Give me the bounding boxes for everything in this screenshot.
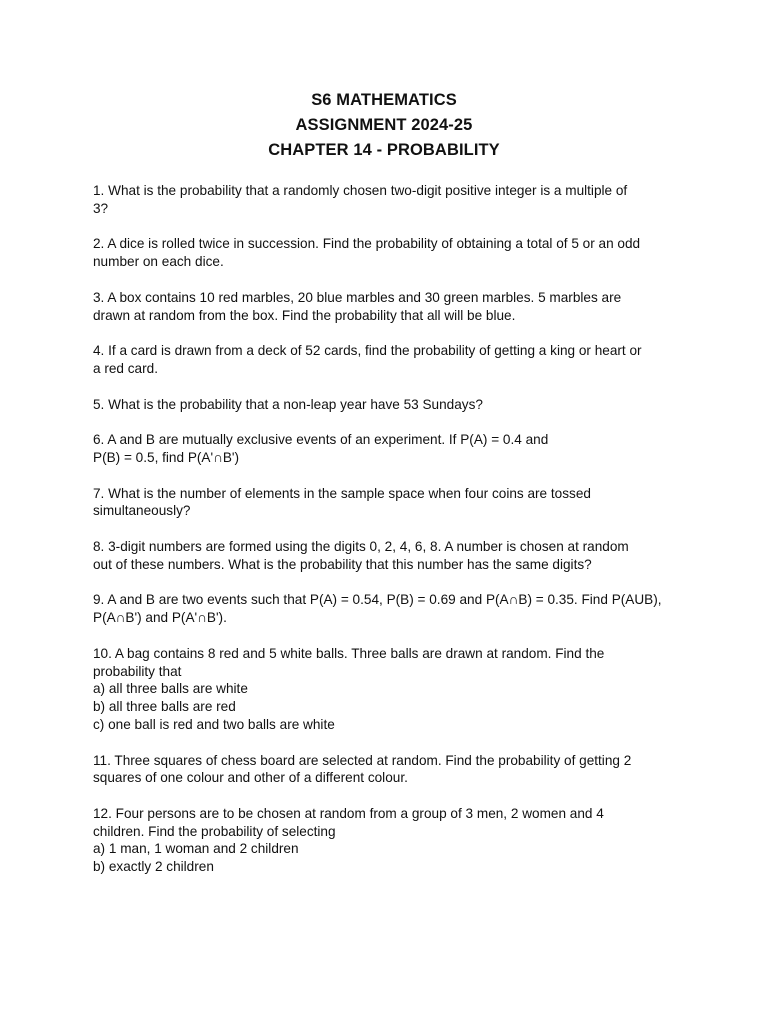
question-item (93, 431, 679, 467)
question-text-line: drawn at random from the box. Find the probability that all will be blue. (93, 307, 516, 323)
question-option: b) all three balls are red (93, 699, 236, 715)
question-option: c) one ball is red and two balls are white (93, 716, 335, 732)
question-text-line: number on each dice. (93, 254, 224, 270)
question-item (93, 591, 679, 627)
question-item (93, 342, 679, 378)
question-item (93, 235, 679, 271)
question-text-line: children. Find the probability of selecting (93, 823, 336, 839)
question-item (93, 538, 679, 574)
chapter-title: CHAPTER 14 - PROBABILITY (268, 141, 500, 159)
question-option: a) 1 man, 1 woman and 2 children (93, 841, 299, 857)
question-text-line: 11. Three squares of chess board are selected at random. Find the probability of getting 2 (93, 752, 632, 768)
question-text-line: 3. A box contains 10 red marbles, 20 blue marbles and 30 green marbles. 5 marbles are (93, 289, 622, 305)
question-text-line: P(A∩B') and P(A'∩B'). (93, 610, 227, 626)
question-text-line: 10. A bag contains 8 red and 5 white balls. Three balls are drawn at random. Find the (93, 645, 605, 661)
question-item (93, 805, 679, 876)
question-text-line: out of these numbers. What is the probability that this number has the same digits? (93, 556, 592, 572)
question-item (93, 752, 679, 788)
question-text-line: 8. 3-digit numbers are formed using the digits 0, 2, 4, 6, 8. A number is chosen at random (93, 538, 629, 554)
question-item (93, 182, 679, 218)
question-text-line: P(B) = 0.5, find P(A'∩B') (93, 449, 240, 465)
question-text-line: 5. What is the probability that a non-leap year have 53 Sundays? (93, 396, 483, 412)
question-text-line: simultaneously? (93, 503, 191, 519)
question-item (93, 485, 679, 521)
question-item (93, 289, 679, 325)
question-text-line: 2. A dice is rolled twice in succession. Find the probability of obtaining a total of 5 or an odd (93, 236, 641, 252)
question-text-line: 3? (93, 200, 109, 216)
question-text-line: 7. What is the number of elements in the sample space when four coins are tossed (93, 485, 591, 501)
question-text-line: probability that (93, 663, 182, 679)
question-text-line: squares of one colour and other of a different colour. (93, 770, 408, 786)
question-text-line: 6. A and B are mutually exclusive events of an experiment. If P(A) = 0.4 and (93, 432, 549, 448)
question-option: a) all three balls are white (93, 681, 248, 697)
question-text-line: 9. A and B are two events such that P(A) = 0.54, P(B) = 0.69 and P(A∩B) = 0.35. Find P(AUB), (93, 592, 662, 608)
document-header (0, 88, 768, 163)
question-list (93, 182, 679, 894)
question-item (93, 396, 679, 414)
question-option: b) exactly 2 children (93, 859, 214, 875)
question-text-line: a red card. (93, 360, 158, 376)
question-item (93, 645, 679, 734)
question-text-line: 12. Four persons are to be chosen at random from a group of 3 men, 2 women and 4 (93, 805, 604, 821)
question-text-line: 1. What is the probability that a randomly chosen two-digit positive integer is a multiple of (93, 183, 628, 198)
subject-title: S6 MATHEMATICS (311, 91, 457, 109)
assignment-title: ASSIGNMENT 2024-25 (295, 116, 473, 134)
question-text-line: 4. If a card is drawn from a deck of 52 cards, find the probability of getting a king or heart or (93, 343, 642, 359)
